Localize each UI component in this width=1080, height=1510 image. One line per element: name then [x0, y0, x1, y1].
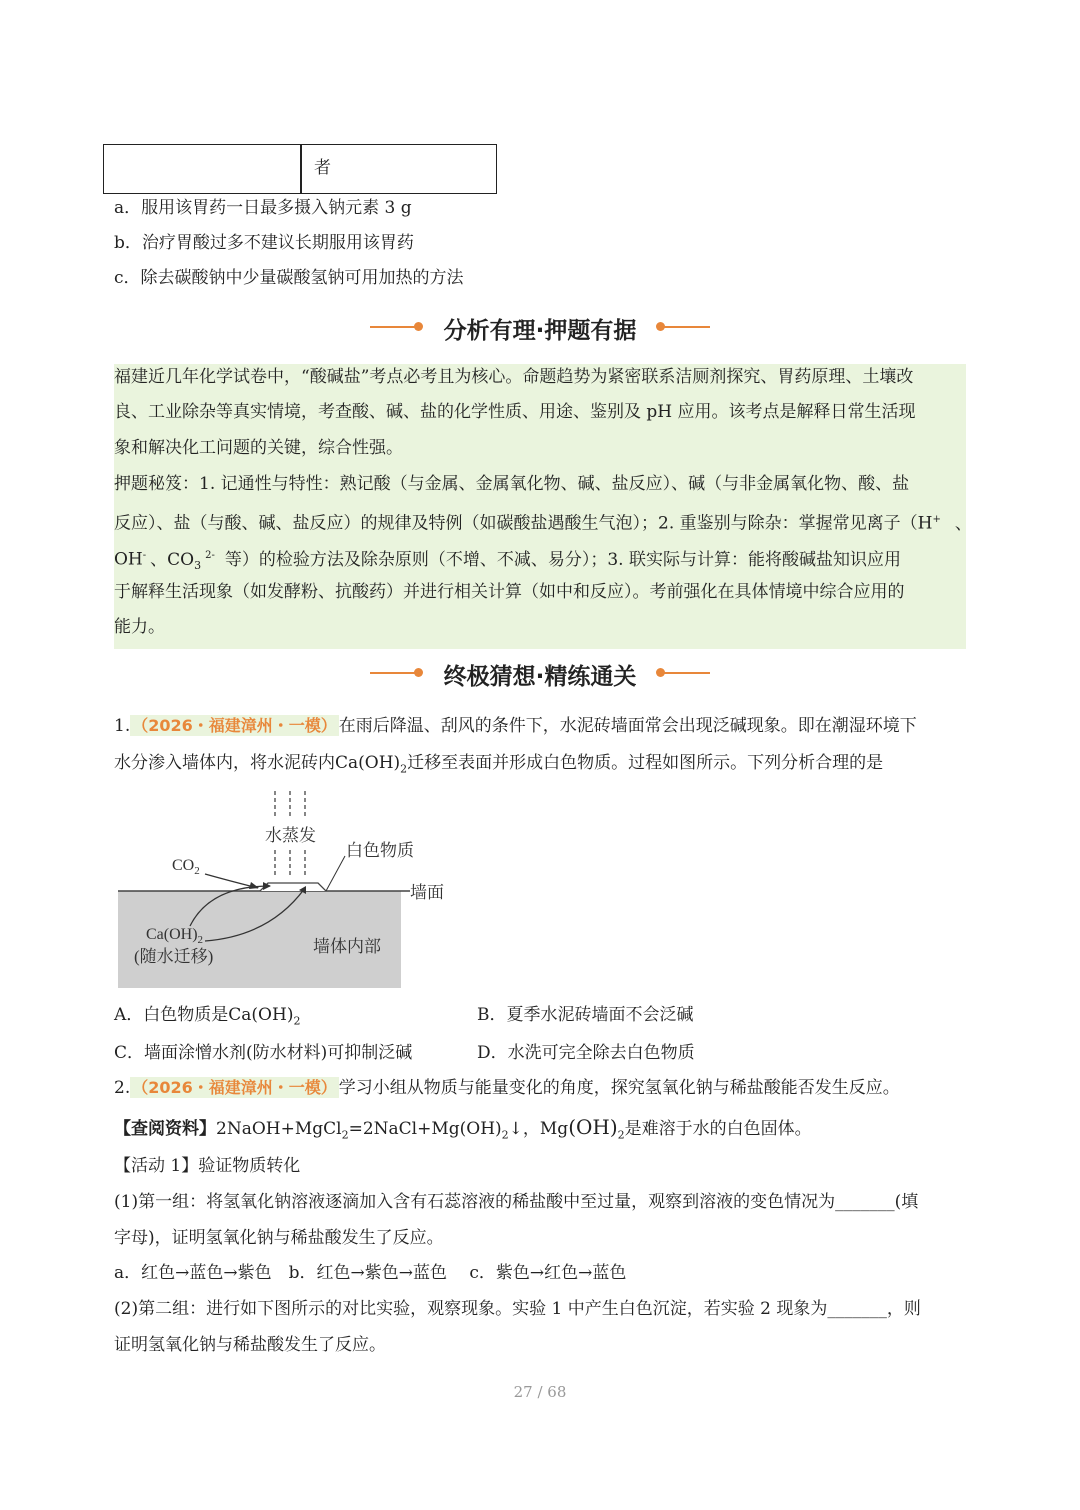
q1-option-a: A．白色物质是$Ca(OH)_2$	[114, 1005, 301, 1028]
q2-activity-1: 【活动 1】验证物质转化	[114, 1156, 301, 1176]
analysis-line-2: 良、工业除杂等真实情境，考查酸、碱、盐的化学性质、用途、鉴别及 pH 应用。该考点是解释日常生活现	[114, 402, 916, 422]
q1-option-c: C．墙面涂憎水剂(防水材料)可抑制泛碱	[114, 1043, 413, 1063]
wall-inside-label: 墙体内部	[313, 937, 381, 956]
wall-surface-label: 墙面	[410, 883, 444, 902]
analysis-line-1: 福建近几年化学试卷中，“酸碱盐”考点必考且为核心。命题趋势为紧密联系洁厕剂探究、胃药原理、土壤改	[114, 367, 914, 387]
q2-part1-line1: (1)第一组：将氢氧化钠溶液逐滴加入含有石蕊溶液的稀盐酸中至过量，观察到溶液的变色情况为_______(填	[114, 1192, 919, 1212]
q2-line-1: 2. （2026・福建漳州・一模） 学习小组从物质与能量变化的角度，探究氢氧化钠与稀盐酸能否发生反应。	[114, 1078, 900, 1098]
table-divider	[300, 145, 302, 193]
co2-label: $CO_2$	[172, 857, 200, 877]
q1-option-b: B．夏季水泥砖墙面不会泛碱	[477, 1005, 694, 1025]
white-substance-pointer	[326, 856, 345, 891]
analysis-line-4: 押题秘笈：1. 记通性与特性：熟记酸（与金属、金属氧化物、碱、盐反应）、碱（与非金属氧化物、酸、盐	[114, 474, 910, 494]
table-fragment	[103, 144, 497, 194]
section-title-practice: 终极猜想·精练通关	[443, 664, 637, 690]
q1-source-tag: （2026・福建漳州・一模）	[132, 716, 337, 735]
q1-number: 1.	[114, 716, 131, 736]
q2-part1-options: a．红色→蓝色→紫色 b．红色→紫色→蓝色 c．紫色→红色→蓝色	[114, 1263, 627, 1283]
q1-option-d: D．水洗可完全除去白色物质	[477, 1043, 695, 1063]
white-substance-label: 白色物质	[346, 841, 414, 860]
q1-line-1: 1. （2026・福建漳州・一模） 在雨后降温、刮风的条件下，水泥砖墙面常会出现泛碱现象。即在潮湿环境下	[114, 716, 917, 736]
q2-part1-line2: 字母)，证明氢氧化钠与稀盐酸发生了反应。	[114, 1228, 444, 1248]
analysis-line-5: 反应）、盐（与酸、碱、盐反应）的规律及特例（如碳酸盐遇酸生气泡）；2. 重鉴别与除杂：掌握常见离子（H+ 、	[114, 513, 972, 534]
analysis-line-6: OH- 、$CO_3^{2-}$ 等）的检验方法及除杂原则（不增、不减、易分）；3. 联实际与计算：能将酸碱盐知识应用	[114, 549, 901, 573]
caoh-label: $Ca(OH)_2$	[146, 926, 204, 946]
q1-line-2: 水分渗入墙体内，将水泥砖内$Ca(OH)_2$迁移至表面并形成白色物质。过程如图所示。下列分析合理的是	[114, 753, 884, 776]
q1-figure	[110, 786, 450, 991]
white-substance-deposit	[260, 883, 326, 891]
analysis-line-7: 于解释生活现象（如发酵粉、抗酸药）并进行相关计算（如中和反应）。考前强化在具体情境中综合应用的	[114, 582, 905, 602]
section-title-analysis: 分析有理·押题有据	[443, 318, 637, 344]
analysis-line-3: 象和解决化工问题的关键，综合性强。	[114, 438, 403, 458]
q2-number: 2.	[114, 1078, 131, 1098]
q2-part2-line2: 证明氢氧化钠与稀盐酸发生了反应。	[114, 1335, 386, 1355]
option-b: b．治疗胃酸过多不建议长期服用该胃药	[114, 233, 414, 253]
analysis-line-8: 能力。	[114, 617, 165, 637]
water-evap-label: 水蒸发	[265, 826, 316, 845]
option-c: c．除去碳酸钠中少量碳酸氢钠可用加热的方法	[114, 268, 464, 288]
migrate-label: (随水迁移)	[134, 947, 214, 966]
option-a: a．服用该胃药一日最多摄入钠元素 3 g	[114, 198, 412, 218]
q2-reference: 【查阅资料】$2NaOH+MgCl_2=2NaCl+Mg(OH)_2↓$，$Mg(OH)_2$是难溶于水的白色固体。	[114, 1115, 812, 1142]
page-number: 27 / 68	[513, 1383, 567, 1401]
q2-source-tag: （2026・福建漳州・一模）	[132, 1078, 337, 1097]
table-cell-text: 者	[314, 158, 331, 178]
q2-part2-line1: (2)第二组：进行如下图所示的对比实验，观察现象。实验 1 中产生白色沉淀，若实验 2 现象为_______，则	[114, 1299, 921, 1319]
